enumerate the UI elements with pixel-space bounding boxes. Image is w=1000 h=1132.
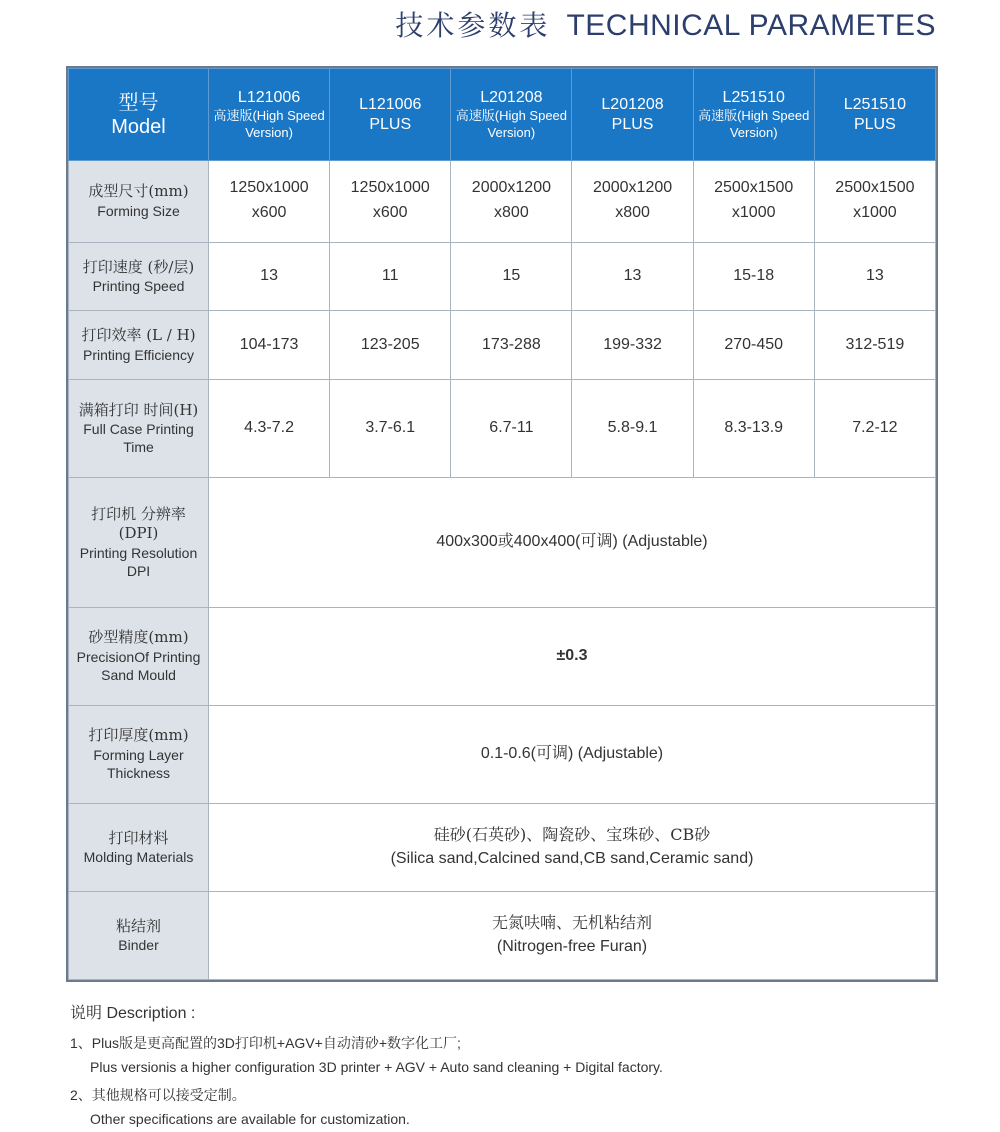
value-cell: 3.7-6.1 [330, 380, 451, 478]
row-label [69, 891, 209, 979]
row-label [69, 705, 209, 803]
value-cell: 5.8-9.1 [572, 380, 693, 478]
row-label-en: Printing Speed [92, 278, 185, 295]
model-code: L251510 [843, 95, 907, 113]
value-cell: 312-519 [814, 311, 935, 380]
notes-heading: 说明 Description : [70, 1005, 196, 1022]
layer-thickness-row [69, 705, 936, 803]
value-cell: 173-288 [451, 311, 572, 380]
note-zh: 1、Plus版是更高配置的3D打印机+AGV+自动清砂+数字化工厂; [70, 1035, 461, 1051]
model-column-header [330, 69, 451, 161]
row-label [69, 607, 209, 705]
row-label-en: PrecisionOf Printing Sand Mould [76, 648, 201, 684]
model-code: L121006 [237, 88, 301, 106]
materials-row [69, 803, 936, 891]
row-label [69, 242, 209, 311]
model-code: L121006 [359, 95, 422, 113]
span-value-line2: (Silica sand,Calcined sand,CB sand,Ceramic sand) [390, 850, 754, 868]
row-label [69, 380, 209, 478]
row-label-zh: 打印机 分辨率(DPI) [91, 504, 186, 543]
span-value-line2: (Nitrogen-free Furan) [496, 938, 648, 956]
value-cell: 2500x1500 x1000 [693, 161, 814, 243]
row-label-en: Forming Size [97, 202, 180, 219]
note-en: Plus versionis a higher configuration 3D printer + AGV + Auto sand cleaning + Digital factory. [90, 1059, 663, 1075]
row-label [69, 803, 209, 891]
value-cell: 2000x1200 x800 [451, 161, 572, 243]
model-code: L251510 [722, 88, 785, 106]
model-code: L201208 [480, 88, 543, 106]
row-label-en: Forming Layer Thickness [93, 746, 184, 782]
span-value-line1: 硅砂(石英砂)、陶瓷砂、宝珠砂、CB砂 [433, 824, 711, 844]
value-cell: 8.3-13.9 [693, 380, 814, 478]
row-label-zh: 粘结剂 [115, 916, 161, 935]
value-cell: 2500x1500 x1000 [814, 161, 935, 243]
printing-speed-row [69, 242, 936, 311]
span-value-cell [209, 705, 936, 803]
row-label-zh: 打印速度 (秒/层) [82, 257, 195, 276]
value-cell: 6.7-11 [451, 380, 572, 478]
row-label-zh: 打印厚度(mm) [88, 726, 189, 745]
row-label-en: Printing Efficiency [82, 346, 194, 363]
page-title-en: TECHNICAL PARAMETES [566, 9, 936, 42]
parameters-table-wrapper [66, 66, 938, 982]
value-cell: 123-205 [330, 311, 451, 380]
model-variant: 高速版(High Speed Version) [455, 107, 568, 140]
precision-row [69, 607, 936, 705]
value-cell: 4.3-7.2 [209, 380, 330, 478]
span-value-cell [209, 478, 936, 608]
model-label-zh: 型号 [118, 89, 159, 114]
span-value-line1: 无氮呋喃、无机粘结剂 [491, 912, 652, 932]
page-title [395, 4, 936, 44]
span-value-line1: 0.1-0.6(可调) (Adjustable) [480, 745, 664, 763]
model-variant: PLUS [853, 115, 896, 133]
value-cell: 13 [814, 242, 935, 311]
model-code: L201208 [601, 95, 664, 113]
value-cell: 1250x1000 x600 [209, 161, 330, 243]
note-zh: 2、其他规格可以接受定制。 [70, 1087, 246, 1103]
row-label-zh: 成型尺寸(mm) [88, 182, 189, 201]
note-en: Other specifications are available for customization. [90, 1111, 410, 1127]
row-label-en: Full Case Printing Time [83, 421, 194, 456]
span-value-cell [209, 607, 936, 705]
value-cell: 11 [330, 242, 451, 311]
row-label-zh: 打印材料 [108, 828, 169, 847]
printing-efficiency-row [69, 311, 936, 380]
value-cell: 270-450 [693, 311, 814, 380]
row-label-en: Molding Materials [83, 849, 194, 866]
page-title-zh: 技术参数表 [395, 9, 551, 42]
span-value-cell [209, 891, 936, 979]
model-variant: 高速版(High Speed Version) [213, 107, 325, 140]
model-header-cell [69, 69, 209, 161]
value-cell: 13 [572, 242, 693, 311]
binder-row [69, 891, 936, 979]
value-cell: 13 [209, 242, 330, 311]
forming-size-row [69, 161, 936, 243]
row-label-en: Printing Resolution DPI [79, 544, 198, 579]
row-label-zh: 砂型精度(mm) [88, 628, 189, 647]
description-notes [70, 1000, 950, 1131]
span-value-line1: 400x300或400x400(可调) (Adjustable) [436, 533, 708, 551]
full-case-time-row [69, 380, 936, 478]
value-cell: 15 [451, 242, 572, 311]
value-cell: 2000x1200 x800 [572, 161, 693, 243]
row-label-en: Binder [118, 937, 159, 954]
value-cell: 104-173 [209, 311, 330, 380]
model-label-en: Model [111, 115, 166, 138]
value-cell: 7.2-12 [814, 380, 935, 478]
parameters-table [68, 68, 936, 980]
model-column-header [209, 69, 330, 161]
row-label-zh: 打印效率 (L / H) [81, 326, 196, 345]
model-variant: PLUS [369, 115, 412, 133]
value-cell: 199-332 [572, 311, 693, 380]
span-value-line1: ±0.3 [556, 646, 588, 664]
header-row [69, 69, 936, 161]
model-variant: 高速版(High Speed Version) [698, 107, 810, 140]
value-cell: 1250x1000 x600 [330, 161, 451, 243]
row-label [69, 478, 209, 608]
span-value-cell [209, 803, 936, 891]
row-label-zh: 满箱打印 时间(H) [78, 400, 199, 419]
model-column-header [572, 69, 693, 161]
resolution-row [69, 478, 936, 608]
value-cell: 15-18 [693, 242, 814, 311]
model-column-header [693, 69, 814, 161]
row-label [69, 161, 209, 243]
model-variant: PLUS [611, 115, 654, 133]
model-column-header [451, 69, 572, 161]
row-label [69, 311, 209, 380]
model-column-header [814, 69, 935, 161]
